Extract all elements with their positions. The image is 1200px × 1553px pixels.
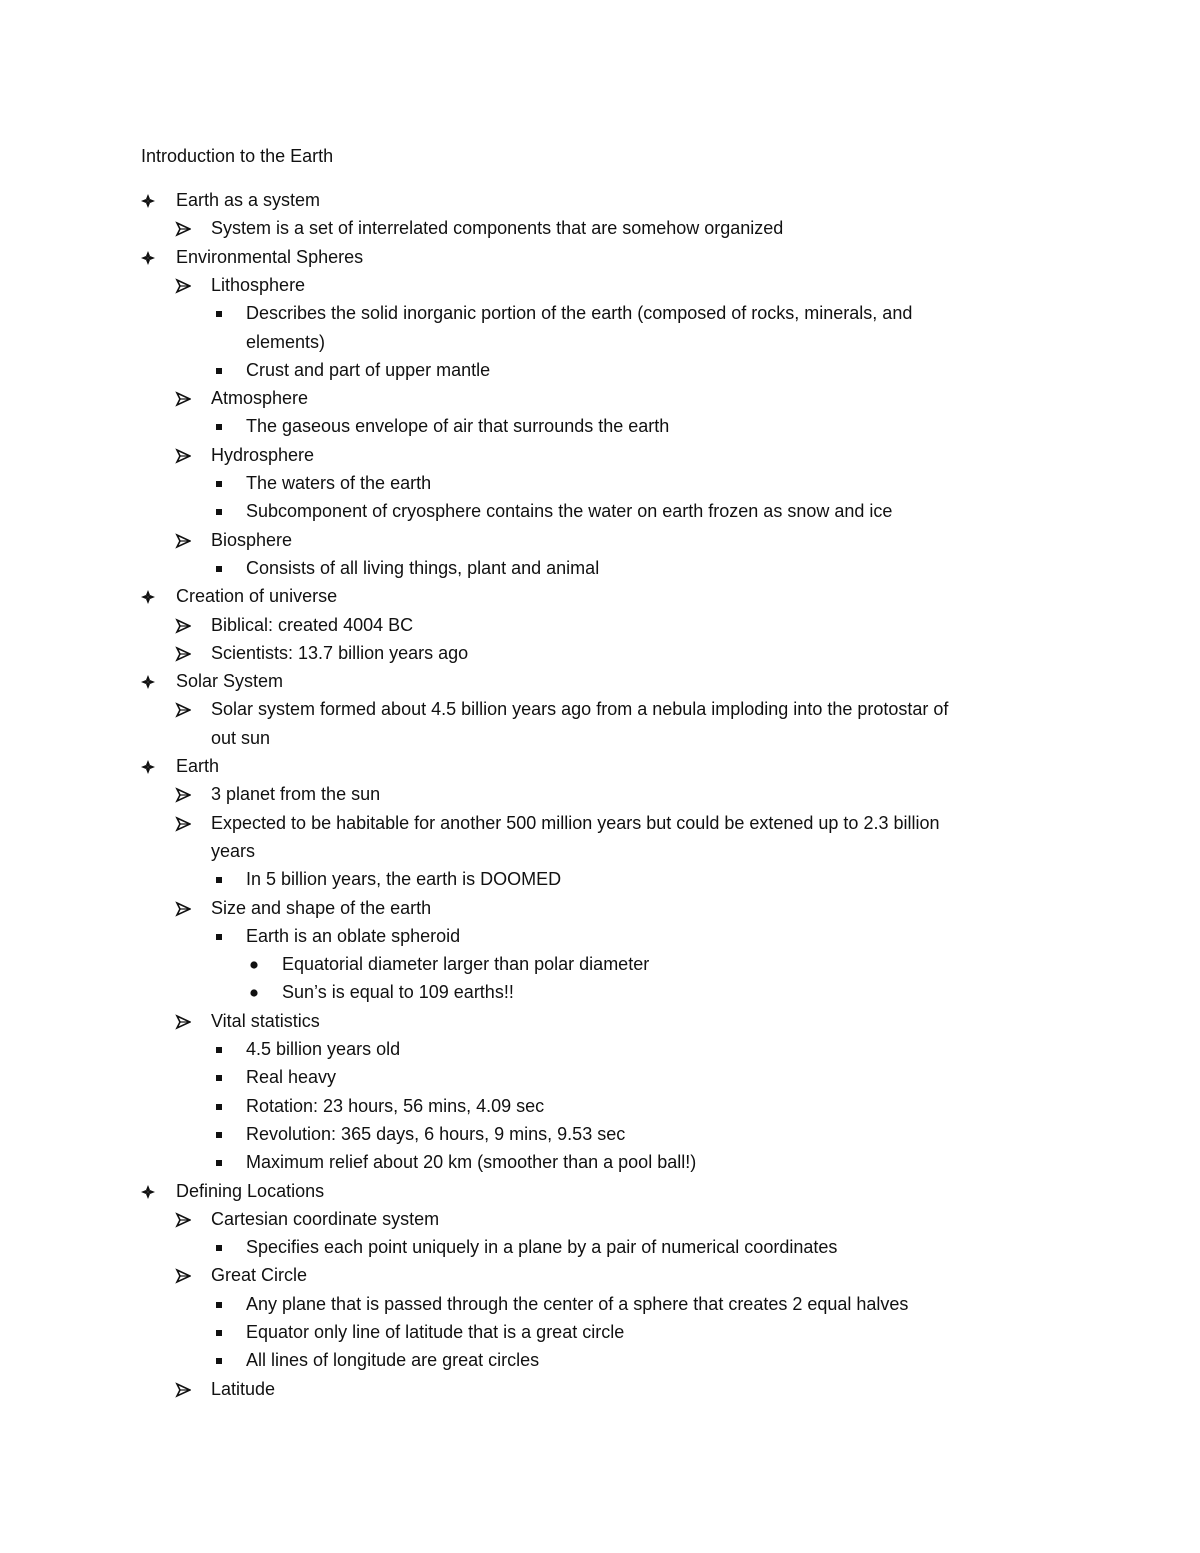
page-title: Introduction to the Earth — [141, 146, 334, 166]
square-bullet-icon — [211, 1094, 231, 1118]
square-bullet-icon — [211, 1065, 231, 1089]
list-item-text: Vital statistics — [211, 1010, 320, 1031]
list-item-text: Biosphere — [211, 529, 293, 550]
list-item-text: Equatorial diameter larger than polar diameter — [282, 954, 650, 975]
list-item-continuation: out sun — [211, 727, 271, 748]
list-item — [0, 924, 1200, 952]
list-item-text: Latitude — [211, 1378, 276, 1399]
square-bullet-icon — [211, 1292, 231, 1316]
list-item — [0, 1377, 1200, 1405]
arrowhead-icon — [175, 1263, 195, 1287]
square-bullet-icon — [211, 1320, 231, 1344]
list-item — [0, 273, 1200, 301]
list-item-text: Sun’s is equal to 109 earths!! — [282, 982, 514, 1003]
square-bullet-icon — [211, 924, 231, 948]
list-item — [0, 499, 1200, 527]
list-item — [0, 1292, 1200, 1320]
list-item — [0, 471, 1200, 499]
list-item — [0, 358, 1200, 386]
list-item — [0, 386, 1200, 414]
list-item-text: Real heavy — [246, 1067, 337, 1088]
square-bullet-icon — [211, 867, 231, 891]
arrowhead-icon — [175, 1207, 195, 1231]
arrowhead-icon — [175, 613, 195, 637]
list-item — [0, 528, 1200, 556]
list-item-text: Crust and part of upper mantle — [246, 359, 491, 380]
list-item — [0, 188, 1200, 216]
list-item-text: Consists of all living things, plant and animal — [246, 557, 600, 578]
arrowhead-icon — [175, 782, 195, 806]
list-item-text: Describes the solid inorganic portion of the earth (composed of rocks, minerals, and — [246, 303, 913, 324]
list-item-text: Biblical: created 4004 BC — [211, 614, 414, 635]
list-item-text: All lines of longitude are great circles — [246, 1350, 540, 1371]
list-item-text: Lithosphere — [211, 274, 306, 295]
list-item-text: The waters of the earth — [246, 473, 432, 493]
list-item-text: System is a set of interrelated components that are somehow organized — [211, 218, 784, 239]
list-item-text: Earth — [176, 756, 220, 776]
diamond-four-petal-icon — [140, 669, 160, 693]
square-bullet-icon — [211, 1122, 231, 1146]
list-item-text: Scientists: 13.7 billion years ago — [211, 642, 469, 663]
list-item — [0, 1009, 1200, 1037]
list-item-text: Maximum relief about 20 km (smoother than a pool ball!) — [246, 1152, 697, 1173]
square-bullet-icon — [211, 414, 231, 438]
arrowhead-icon — [175, 1009, 195, 1033]
list-item-text: Defining Locations — [176, 1180, 325, 1201]
list-item-text: Size and shape of the earth — [211, 897, 432, 918]
list-item-text: In 5 billion years, the earth is DOOMED — [246, 869, 562, 890]
list-item-text: Earth as a system — [176, 190, 321, 210]
diamond-four-petal-icon — [140, 188, 160, 212]
list-item — [0, 952, 1200, 980]
list-item — [0, 216, 1200, 244]
list-item — [0, 584, 1200, 612]
arrowhead-icon — [175, 216, 195, 240]
list-item — [0, 556, 1200, 584]
list-item-text: Expected to be habitable for another 500 million years but could be extened up to 2.3 billion — [211, 812, 940, 833]
square-bullet-icon — [211, 301, 231, 325]
list-item — [0, 697, 1200, 725]
diamond-four-petal-icon — [140, 1179, 160, 1203]
diamond-four-petal-icon — [140, 754, 160, 778]
list-item-text: Cartesian coordinate system — [211, 1208, 440, 1229]
list-item-continuation: elements) — [246, 331, 326, 352]
square-bullet-icon — [211, 1150, 231, 1174]
list-item-text: Any plane that is passed through the center of a sphere that creates 2 equal halves — [246, 1293, 909, 1314]
list-item-text: Hydrosphere — [211, 444, 315, 465]
list-item — [0, 754, 1200, 782]
list-item — [0, 1094, 1200, 1122]
list-item — [0, 613, 1200, 641]
list-item — [0, 414, 1200, 442]
list-item-text: Creation of universe — [176, 586, 338, 607]
list-item — [0, 443, 1200, 471]
list-item — [0, 669, 1200, 697]
square-bullet-icon — [211, 556, 231, 580]
square-bullet-icon — [211, 1037, 231, 1061]
square-bullet-icon — [211, 499, 231, 523]
square-bullet-icon — [211, 1348, 231, 1372]
list-item — [0, 1235, 1200, 1263]
list-item — [0, 980, 1200, 1008]
list-item-continuation: years — [211, 840, 256, 861]
list-item-text: Solar System — [176, 671, 284, 692]
arrowhead-icon — [175, 443, 195, 467]
square-bullet-icon — [211, 358, 231, 382]
list-item-text: Environmental Spheres — [176, 246, 364, 267]
arrowhead-icon — [175, 641, 195, 665]
arrowhead-icon — [175, 528, 195, 552]
list-item — [0, 1150, 1200, 1178]
round-bullet-icon — [246, 980, 266, 1004]
list-item-text: Great Circle — [211, 1265, 308, 1286]
list-item-text: 3 planet from the sun — [211, 784, 381, 805]
list-item-text: Earth is an oblate spheroid — [246, 925, 461, 946]
arrowhead-icon — [175, 1377, 195, 1401]
square-bullet-icon — [211, 471, 231, 495]
list-item — [0, 1263, 1200, 1291]
list-item — [0, 1320, 1200, 1348]
arrowhead-icon — [175, 811, 195, 835]
list-item-text: The gaseous envelope of air that surrounds the earth — [246, 416, 670, 437]
diamond-four-petal-icon — [140, 584, 160, 608]
list-item — [0, 1348, 1200, 1376]
list-item — [0, 896, 1200, 924]
square-bullet-icon — [211, 1235, 231, 1259]
list-item — [0, 245, 1200, 273]
arrowhead-icon — [175, 896, 195, 920]
list-item — [0, 1122, 1200, 1150]
arrowhead-icon — [175, 697, 195, 721]
list-item-text: Atmosphere — [211, 388, 309, 409]
list-item-text: Solar system formed about 4.5 billion years ago from a nebula imploding into the protostar of — [211, 699, 949, 720]
list-item-text: Specifies each point uniquely in a plane by a pair of numerical coordinates — [246, 1237, 838, 1258]
list-item — [0, 1065, 1200, 1093]
list-item — [0, 1037, 1200, 1065]
list-item-text: Rotation: 23 hours, 56 mins, 4.09 sec — [246, 1095, 545, 1116]
list-item — [0, 867, 1200, 895]
arrowhead-icon — [175, 386, 195, 410]
list-item — [0, 641, 1200, 669]
list-item-text: Equator only line of latitude that is a great circle — [246, 1322, 625, 1342]
list-item — [0, 1179, 1200, 1207]
list-item — [0, 1207, 1200, 1235]
list-item-text: Revolution: 365 days, 6 hours, 9 mins, 9.53 sec — [246, 1123, 626, 1144]
list-item — [0, 811, 1200, 839]
list-item-text: 4.5 billion years old — [246, 1039, 401, 1059]
list-item — [0, 301, 1200, 329]
arrowhead-icon — [175, 273, 195, 297]
list-item-text: Subcomponent of cryosphere contains the water on earth frozen as snow and ice — [246, 501, 893, 522]
round-bullet-icon — [246, 952, 266, 976]
diamond-four-petal-icon — [140, 245, 160, 269]
list-item — [0, 782, 1200, 810]
